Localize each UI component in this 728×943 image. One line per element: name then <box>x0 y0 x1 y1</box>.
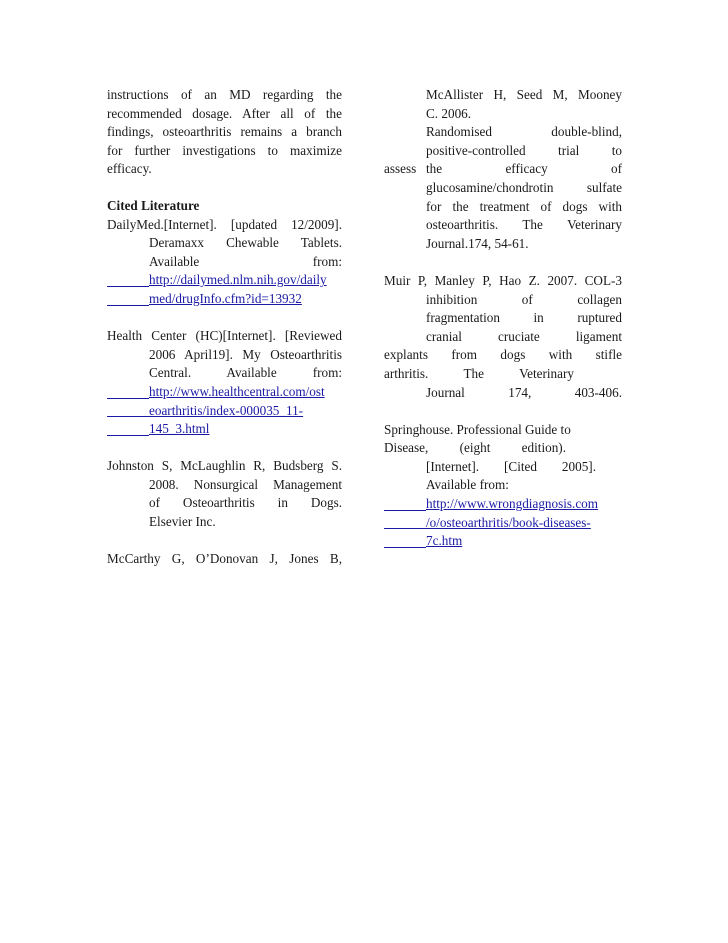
reference-first-line: Johnston S, McLaughlin R, Budsberg S. <box>107 458 342 474</box>
reference-line: Disease, (eight edition). <box>384 440 566 456</box>
reference-link[interactable]: /o/osteoarthritis/book-diseases- <box>384 514 622 533</box>
reference-line: Journal.174, 54-61. <box>426 235 529 251</box>
reference-link[interactable]: http://dailymed.nlm.nih.gov/daily <box>107 271 342 290</box>
reference-link[interactable]: 7c.htm <box>384 532 622 551</box>
intro-line: recommended dosage. After all of the <box>107 105 342 121</box>
reference-line: Elsevier Inc. <box>149 514 216 530</box>
intro-line: findings, osteoarthritis remains a branch <box>107 124 342 140</box>
reference-johnston <box>107 457 342 531</box>
right-column <box>384 86 622 569</box>
reference-springhouse <box>384 421 622 551</box>
reference-line: explants from dogs with stifle <box>384 347 622 363</box>
assess-text: the efficacy of <box>426 161 622 177</box>
reference-line: of Osteoarthritis in Dogs. <box>149 495 342 511</box>
reference-line: Journal 174, 403-406. <box>426 384 622 400</box>
reference-line: Central. Available from: <box>149 365 342 381</box>
reference-line: cranial cruciate ligament <box>426 328 622 344</box>
reference-line: arthritis. The Veterinary <box>384 365 574 381</box>
intro-paragraph <box>107 86 342 179</box>
reference-link[interactable]: eoarthritis/index-000035_11- <box>107 402 342 421</box>
reference-line: Available from: <box>149 253 342 269</box>
reference-line: Deramaxx Chewable Tablets. <box>149 235 342 251</box>
reference-line: 2008. Nonsurgical Management <box>149 476 342 492</box>
reference-first-line: McCarthy G, O’Donovan J, Jones B, <box>107 551 342 567</box>
reference-line: Available from: <box>426 477 509 493</box>
reference-line: McAllister H, Seed M, Mooney <box>426 87 622 102</box>
reference-mcallister <box>384 86 622 253</box>
reference-link[interactable]: med/drugInfo.cfm?id=13932 <box>107 290 342 309</box>
cited-literature-heading: Cited Literature <box>107 197 200 213</box>
reference-line: [Internet]. [Cited 2005]. <box>426 458 596 474</box>
intro-line: for further investigations to maximize <box>107 142 342 158</box>
reference-line: positive-controlled trial to <box>426 142 622 158</box>
reference-link[interactable]: http://www.wrongdiagnosis.com <box>384 495 622 514</box>
reference-muir <box>384 272 622 402</box>
reference-line: for the treatment of dogs with <box>426 198 622 214</box>
reference-first-line: Health Center (HC)[Internet]. [Reviewed <box>107 328 342 344</box>
reference-line: 2006 April19]. My Osteoarthritis <box>149 346 342 362</box>
reference-line: glucosamine/chondrotin sulfate <box>426 179 622 195</box>
intro-line: instructions of an MD regarding the <box>107 87 342 102</box>
reference-first-line: Springhouse. Professional Guide to <box>384 421 571 437</box>
intro-line: efficacy. <box>107 161 152 177</box>
reference-mccarthy <box>107 550 342 569</box>
assess-label: assess <box>384 161 417 177</box>
reference-first-line: Muir P, Manley P, Hao Z. 2007. COL-3 <box>384 272 622 288</box>
reference-health-center <box>107 327 342 439</box>
reference-first-line: DailyMed.[Internet]. [updated 12/2009]. <box>107 216 342 232</box>
reference-dailymed <box>107 216 342 309</box>
reference-link[interactable]: http://www.healthcentral.com/ost <box>107 383 342 402</box>
reference-link[interactable]: 145_3.html <box>107 420 342 439</box>
left-column <box>107 86 342 587</box>
reference-line: osteoarthritis. The Veterinary <box>426 217 622 233</box>
reference-line: C. 2006. <box>426 105 472 121</box>
reference-line: Randomised double-blind, <box>426 124 622 140</box>
reference-assess-line <box>384 160 622 179</box>
reference-line: inhibition of collagen <box>426 291 622 307</box>
reference-line: fragmentation in ruptured <box>426 310 622 326</box>
